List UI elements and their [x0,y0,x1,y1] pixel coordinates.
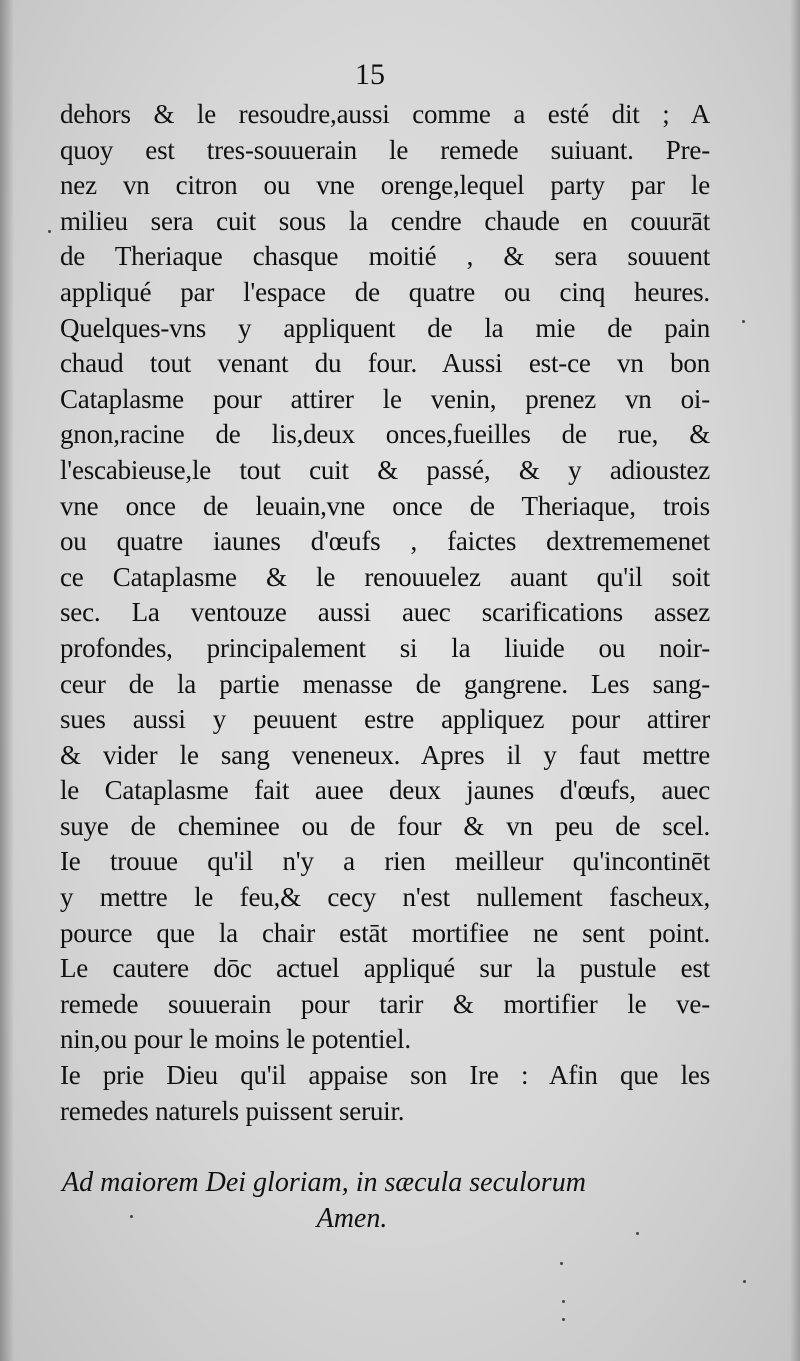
text-line: profondes, principalement si la liuide ou noir- [60,632,710,663]
text-line: ou quatre iaunes d'œufs , faictes dextrememenet [60,526,710,557]
paper-speck [636,1232,639,1235]
page-shadow-left [0,0,14,1361]
text-line: nin,ou pour le moins le potentiel. [60,1024,411,1055]
text-line: Quelques-vns y appliquent de la mie de pain [60,312,710,343]
body-text [60,97,710,1129]
page-shadow-right [790,0,800,1361]
text-line: Le cautere dōc actuel appliqué sur la pustule est [60,953,710,984]
amen-line: Amen. [316,1203,388,1234]
text-line: gnon,racine de lis,deux onces,fueilles de rue, & [60,419,710,450]
text-line: Cataplasme pour attirer le venin, prenez vn oi- [60,383,710,414]
text-line: remede souuerain pour tarir & mortifier le ve- [60,988,710,1019]
paper-speck [742,320,745,323]
text-line: y mettre le feu,& cecy n'est nullement fascheux, [60,882,710,913]
text-line: chaud tout venant du four. Aussi est-ce vn bon [60,348,710,379]
text-line: dehors & le resoudre,aussi comme a esté dit ; A [60,99,710,129]
paper-speck [560,1262,563,1265]
text-line: ce Cataplasme & le renouuelez auant qu'il soit [60,561,710,592]
text-line: suye de cheminee ou de four & vn peu de scel. [60,810,710,841]
text-line: milieu sera cuit sous la cendre chaude en couurāt [60,205,710,236]
paper-speck [562,1300,565,1303]
text-line: sec. La ventouze aussi auec scarifications assez [60,597,710,628]
text-line: & vider le sang veneneux. Apres il y faut mettre [60,739,710,770]
text-line: remedes naturels puissent seruir. [60,1095,405,1126]
text-line: appliqué par l'espace de quatre ou cinq heures. [60,276,710,307]
text-line: Ie prie Dieu qu'il appaise son Ire : Afin que les [60,1060,710,1091]
paper-speck [562,1318,565,1321]
text-line: nez vn citron ou vne orenge,lequel party par le [60,170,710,201]
paper-speck [743,1280,746,1283]
text-line: Ie trouue qu'il n'y a rien meilleur qu'incontinēt [60,846,710,877]
text-line: vne once de leuain,vne once de Theriaque, trois [60,490,710,521]
paper-speck [48,230,51,233]
page-number: 15 [355,58,385,91]
text-line: ceur de la partie menasse de gangrene. Les sang- [60,668,710,699]
text-line: de Theriaque chasque moitié , & sera souuent [60,241,710,272]
dedication-line: Ad maiorem Dei gloriam, in sæcula seculorum [62,1167,586,1198]
text-line: l'escabieuse,le tout cuit & passé, & y adioustez [60,454,710,485]
text-line: le Cataplasme fait auee deux jaunes d'œufs, auec [60,775,710,806]
closing-dedication [62,1165,702,1237]
paper-speck [130,1215,133,1218]
text-line: sues aussi y peuuent estre appliquez pour attirer [60,704,710,735]
text-line: quoy est tres-souuerain le remede suiuant. Pre- [60,134,710,165]
text-line: pource que la chair estāt mortifiee ne sent point. [60,917,710,948]
